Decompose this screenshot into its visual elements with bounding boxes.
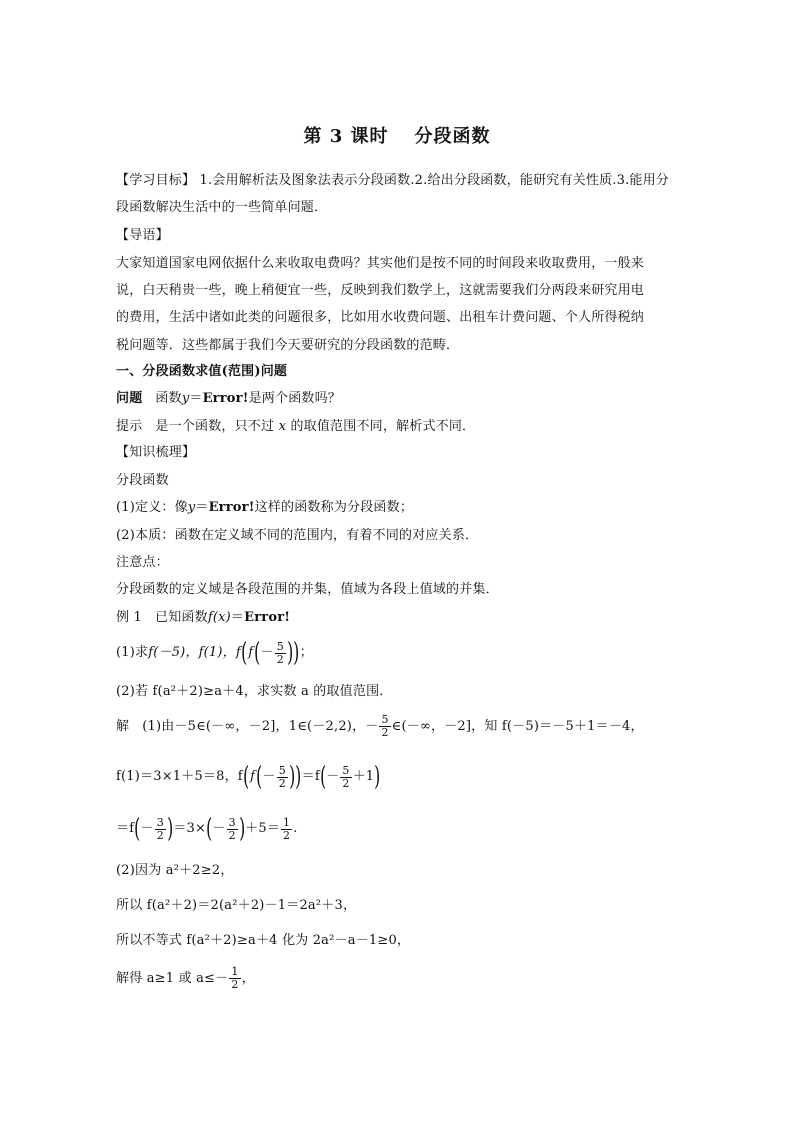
- error-marker: Error!: [208, 500, 255, 515]
- fraction: $\frac{3}{2}$: [156, 815, 164, 842]
- intro-line-1: 大家知道国家电网依据什么来收取电费吗？其实他们是按不同的时间段来收取费用，一般来: [116, 256, 645, 271]
- fraction: $\frac{5}{2}$: [276, 639, 284, 666]
- solution-line-3: ＝f ( － $\frac{3}{2}$ ) ＝3× ( － $\frac{3}{2}$ ) ＋5＝ $\frac{1}{2}$ .: [116, 814, 298, 844]
- question-line: 问题 函数y＝Error!是两个函数吗？: [116, 391, 342, 406]
- solution-line-1: 解 (1)由－5∈(－∞，－2]，1∈(－2,2)，－ $\frac{5}{2}$ ∈(－∞，－2]，知 f(－5)＝－5＋1＝－4，: [116, 713, 644, 739]
- page-title: 第 3 课时 分段函数: [303, 126, 491, 147]
- solution-line-7: 解得 a≥1 或 a≤－ $\frac{1}{2}$ ，: [116, 965, 255, 991]
- fraction: $\frac{5}{2}$: [342, 763, 350, 790]
- intro-line-3: 的费用，生活中诸如此类的问题很多，比如用水收费问题、出租车计费问题、个人所得税纳: [116, 310, 645, 325]
- learning-goal-line-2: 段函数解决生活中的一些简单问题．: [116, 200, 328, 215]
- definition-line: (1)定义：像y＝Error!这样的函数称为分段函数；: [116, 500, 414, 515]
- solution-line-5: 所以 f(a²＋2)＝2(a²＋2)－1＝2a²＋3，: [116, 898, 357, 913]
- intro-line-4: 税问题等．这些都属于我们今天要研究的分段函数的范畴．: [116, 338, 460, 353]
- learning-goal-line-1: 【学习目标】 1.会用解析法及图象法表示分段函数.2.给出分段函数，能研究有关性质.3.能用分: [116, 173, 670, 188]
- solution-line-2: f(1)＝3×1＋5＝8，f ( f ( － $\frac{5}{2}$ ) ) ＝f ( － $\frac{5}{2}$ ＋1 ): [116, 762, 381, 792]
- hint-line: 提示 是一个函数，只不过 x 的取值范围不同，解析式不同．: [116, 419, 476, 434]
- fraction: $\frac{1}{2}$: [231, 965, 239, 991]
- fraction: $\frac{1}{2}$: [283, 815, 291, 842]
- intro-heading: 【导语】: [116, 228, 169, 243]
- fraction: $\frac{5}{2}$: [381, 713, 389, 739]
- fraction: $\frac{3}{2}$: [228, 815, 236, 842]
- part-1-line: (1)求 f(－5)，f(1)，f ( f ( － $\frac{5}{2}$ ) ) ；: [116, 638, 313, 668]
- solution-line-6: 所以不等式 f(a²＋2)≥a＋4 化为 2a²－a－1≥0，: [116, 933, 411, 948]
- fraction: $\frac{5}{2}$: [278, 763, 286, 790]
- note-line: 分段函数的定义域是各段范围的并集，值域为各段上值域的并集．: [116, 582, 499, 597]
- part-2-line: (2)若 f(a²＋2)≥a＋4，求实数 a 的取值范围．: [116, 684, 393, 699]
- piecewise-heading: 分段函数: [116, 473, 169, 488]
- nature-line: (2)本质：函数在定义域不同的范围内，有着不同的对应关系．: [116, 528, 479, 543]
- knowledge-heading: 【知识梳理】: [116, 445, 196, 460]
- solution-line-4: (2)因为 a²＋2≥2，: [116, 863, 234, 878]
- example-line: 例 1 已知函数f(x)＝Error!: [116, 610, 291, 625]
- intro-line-2: 说，白天稍贵一些，晚上稍便宜一些，反映到我们数学上，这就需要我们分两段来研究用电: [116, 283, 645, 298]
- error-marker: Error!: [202, 391, 249, 406]
- note-heading: 注意点：: [116, 555, 169, 570]
- error-marker: Error!: [244, 610, 291, 625]
- section-heading: 一、分段函数求值(范围)问题: [116, 364, 288, 379]
